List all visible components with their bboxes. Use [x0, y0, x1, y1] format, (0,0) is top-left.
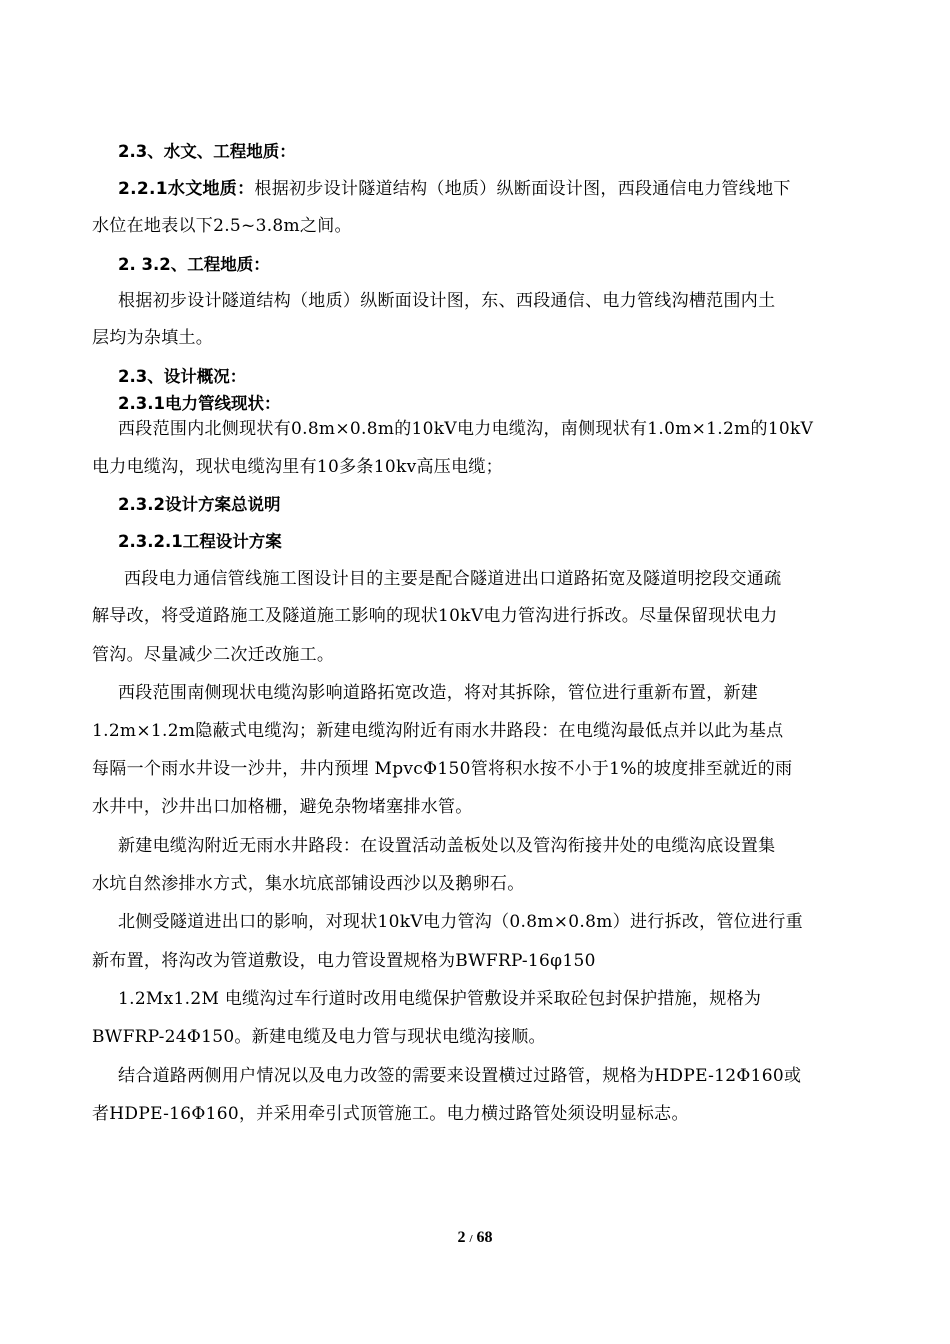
paragraph-5-line-2: BWFRP-24Φ150。新建电缆及电力管与现状电缆沟接顺。 — [92, 1027, 546, 1047]
paragraph-2-line-2: 1.2m×1.2m隐蔽式电缆沟；新建电缆沟附近有雨水井路段：在电缆沟最低点并以此为基点 — [92, 721, 784, 741]
paragraph-2-line-4: 水井中，沙井出口加格栅，避免杂物堵塞排水管。 — [92, 797, 473, 817]
section-heading-power-status: 2.3.1电力管线现状： — [118, 394, 281, 413]
section-heading-design-plan: 2.3.2设计方案总说明 — [118, 495, 281, 514]
section-heading-engineering-geology: 2. 3.2、工程地质： — [118, 255, 270, 274]
paragraph-1-line-2: 解导改，将受道路施工及隧道施工影响的现状10kV电力管沟进行拆改。尽量保留现状电力 — [92, 606, 778, 626]
paragraph-status-line-1: 西段范围内北侧现状有0.8m×0.8m的10kV电力电缆沟，南侧现状有1.0m×1.2m的10kV — [118, 419, 814, 439]
page-separator: / — [469, 1233, 473, 1245]
paragraph-1-line-3: 管沟。尽量减少二次迁改施工。 — [92, 645, 335, 665]
paragraph-geology-line-2: 层均为杂填土。 — [92, 328, 214, 348]
paragraph-6-line-2: 者HDPE-16Φ160，并采用牵引式顶管施工。电力横过路管处须设明显标志。 — [92, 1104, 689, 1124]
hydrogeology-text: 根据初步设计隧道结构（地质）纵断面设计图，西段通信电力管线地下 — [254, 179, 791, 199]
section-heading-hydro-geology: 2.3、水文、工程地质： — [118, 142, 296, 161]
hydrogeology-label: 2.2.1水文地质： — [118, 179, 255, 199]
paragraph-4-line-2: 新布置，将沟改为管道敷设，电力管设置规格为BWFRP-16φ150 — [92, 951, 596, 971]
section-heading-design-overview: 2.3、设计概况： — [118, 367, 247, 386]
paragraph-4-line-1: 北侧受隧道进出口的影响，对现状10kV电力管沟（0.8m×0.8m）进行拆改，管位进行重 — [118, 912, 803, 932]
paragraph-5-line-1: 1.2Mx1.2M 电缆沟过车行道时改用电缆保护管敷设并采取砼包封保护措施，规格为 — [118, 989, 762, 1009]
paragraph-status-line-2: 电力电缆沟，现状电缆沟里有10多条10kv高压电缆； — [92, 457, 503, 477]
paragraph-6-line-1: 结合道路两侧用户情况以及电力改签的需要来设置横过过路管，规格为HDPE-12Φ160或 — [118, 1066, 802, 1086]
page-total: 68 — [476, 1229, 493, 1246]
paragraph-hydrogeology-line-1 — [118, 179, 791, 199]
paragraph-hydrogeology-line-2: 水位在地表以下2.5~3.8m之间。 — [92, 216, 352, 236]
page-number — [0, 1228, 950, 1249]
paragraph-3-line-2: 水坑自然渗排水方式，集水坑底部铺设西沙以及鹅卵石。 — [92, 874, 525, 894]
paragraph-2-line-3: 每隔一个雨水井设一沙井，井内预埋 MpvcΦ150管将积水按不小于1%的坡度排至就近的雨 — [92, 759, 793, 779]
paragraph-1-line-1: 西段电力通信管线施工图设计目的主要是配合隧道进出口道路拓宽及隧道明挖段交通疏 — [124, 569, 782, 589]
section-heading-engineering-plan: 2.3.2.1工程设计方案 — [118, 532, 282, 551]
paragraph-3-line-1: 新建电缆沟附近无雨水井路段：在设置活动盖板处以及管沟衔接井处的电缆沟底设置集 — [118, 836, 776, 856]
paragraph-2-line-1: 西段范围南侧现状电缆沟影响道路拓宽改造，将对其拆除，管位进行重新布置，新建 — [118, 683, 759, 703]
page-current: 2 — [457, 1229, 466, 1246]
paragraph-geology-line-1: 根据初步设计隧道结构（地质）纵断面设计图，东、西段通信、电力管线沟槽范围内土 — [118, 291, 776, 311]
